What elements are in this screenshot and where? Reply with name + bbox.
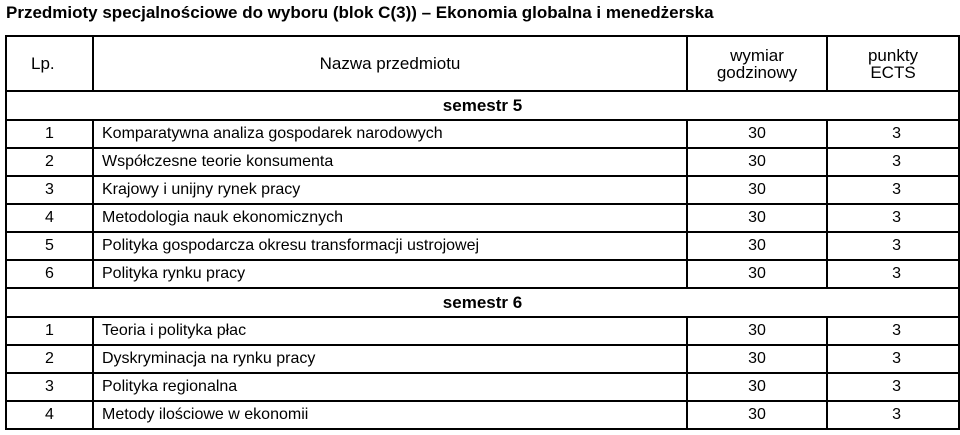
cell-ects: 3 [827, 401, 959, 429]
cell-hours: 30 [687, 148, 827, 176]
cell-hours: 30 [687, 204, 827, 232]
cell-lp: 5 [6, 232, 93, 260]
cell-lp: 4 [6, 204, 93, 232]
table-row [6, 120, 959, 148]
header-ects-line1: punkty [867, 45, 919, 65]
header-lp: Lp. [6, 36, 93, 91]
cell-ects: 3 [827, 232, 959, 260]
cell-lp: 1 [6, 120, 93, 148]
cell-lp: 3 [6, 176, 93, 204]
courses-table [5, 35, 960, 430]
table-row [6, 232, 959, 260]
table-row [6, 176, 959, 204]
cell-ects: 3 [827, 317, 959, 345]
semester-row [6, 288, 959, 317]
cell-ects: 3 [827, 120, 959, 148]
cell-hours: 30 [687, 401, 827, 429]
table-row [6, 345, 959, 373]
cell-name: Metodologia nauk ekonomicznych [93, 204, 687, 232]
cell-lp: 6 [6, 260, 93, 288]
cell-name: Współczesne teorie konsumenta [93, 148, 687, 176]
table-row [6, 317, 959, 345]
cell-lp: 2 [6, 148, 93, 176]
cell-hours: 30 [687, 232, 827, 260]
cell-name: Teoria i polityka płac [93, 317, 687, 345]
cell-name: Metody ilościowe w ekonomii [93, 401, 687, 429]
semester-label: semestr 6 [6, 288, 959, 317]
cell-name: Polityka regionalna [93, 373, 687, 401]
cell-ects: 3 [827, 345, 959, 373]
page-title: Przedmioty specjalnościowe do wyboru (blok C(3)) – Ekonomia globalna i menedżerska [6, 3, 714, 22]
cell-lp: 3 [6, 373, 93, 401]
header-hours [687, 36, 827, 91]
table-row [6, 401, 959, 429]
cell-name: Dyskryminacja na rynku pracy [93, 345, 687, 373]
cell-hours: 30 [687, 260, 827, 288]
header-ects-line2: ECTS [870, 62, 916, 82]
cell-ects: 3 [827, 373, 959, 401]
cell-hours: 30 [687, 317, 827, 345]
cell-name: Komparatywna analiza gospodarek narodowych [93, 120, 687, 148]
cell-ects: 3 [827, 148, 959, 176]
header-hours-line2: godzinowy [716, 62, 798, 82]
cell-name: Polityka gospodarcza okresu transformacji ustrojowej [93, 232, 687, 260]
cell-lp: 1 [6, 317, 93, 345]
header-hours-line1: wymiar [730, 45, 784, 65]
cell-ects: 3 [827, 176, 959, 204]
cell-name: Krajowy i unijny rynek pracy [93, 176, 687, 204]
cell-hours: 30 [687, 373, 827, 401]
table-row [6, 204, 959, 232]
semester-row [6, 91, 959, 120]
table-row [6, 260, 959, 288]
table-row [6, 373, 959, 401]
table-row [6, 148, 959, 176]
cell-hours: 30 [687, 176, 827, 204]
semester-label: semestr 5 [6, 91, 959, 120]
cell-lp: 2 [6, 345, 93, 373]
cell-hours: 30 [687, 120, 827, 148]
cell-name: Polityka rynku pracy [93, 260, 687, 288]
cell-ects: 3 [827, 204, 959, 232]
table-header-row [6, 36, 959, 91]
cell-ects: 3 [827, 260, 959, 288]
cell-hours: 30 [687, 345, 827, 373]
header-ects [827, 36, 959, 91]
header-name: Nazwa przedmiotu [93, 36, 687, 91]
cell-lp: 4 [6, 401, 93, 429]
